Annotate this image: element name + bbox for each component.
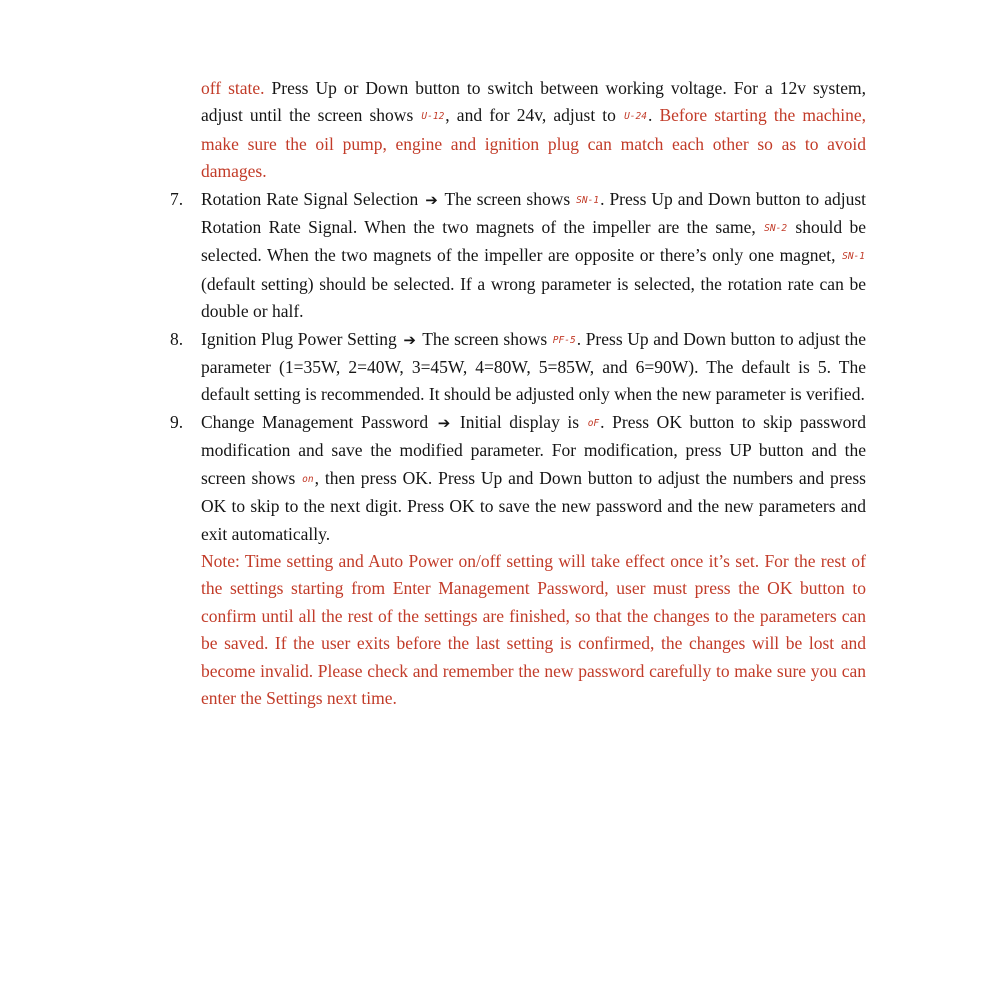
paragraph-voltage-setting — [201, 75, 866, 186]
item-text-change-password — [201, 409, 866, 548]
lcd-display-glyph: SN-1 — [842, 251, 865, 263]
red-text-segment: Before starting the machine, make sure the oil pump, engine and ignition plug can match each other so as to avoid damages. — [201, 105, 867, 182]
arrow-right-icon: ➔ — [403, 330, 416, 349]
arrow-right-icon: ➔ — [437, 413, 451, 432]
item-number: 9. — [170, 411, 184, 432]
lcd-display-glyph: SN-1 — [576, 194, 600, 206]
arrow-right-icon: ➔ — [425, 190, 438, 209]
list-item-9 — [170, 409, 866, 548]
text-segment: Change Management Password — [201, 411, 436, 432]
lcd-display-glyph: U-12 — [421, 111, 445, 123]
note-paragraph — [201, 548, 866, 712]
red-text-segment: off state. — [201, 78, 265, 98]
lcd-display-glyph: on — [302, 473, 314, 485]
red-text-segment: Note: Time setting and Auto Power on/off setting will take effect once it’s set. For the rest of the settings starting from Enter Management Password, user must press the OK button to confirm until all the rest of the settings are finished, so that the changes to the parameters can be saved. If the user exits before the last setting is confirmed, the changes will be lost and become invalid. Please check and remember the new password carefully to make sure you can enter the Settings next time. — [201, 550, 866, 708]
lcd-display-glyph: oF — [587, 417, 600, 429]
text-segment: , then press OK. Press Up and Down button to adjust the numbers and press OK to skip to the next digit. Press OK to save the new password and the new parameters and exit automatically. — [201, 467, 866, 544]
text-segment: , and for 24v, adjust to — [445, 105, 624, 126]
item-number: 8. — [170, 328, 184, 349]
text-segment: Initial display is — [452, 411, 587, 432]
lcd-display-glyph: U-24 — [624, 111, 647, 123]
text-segment: . Press OK button to skip password modification and save the modified parameter. For modification, press UP button and the screen shows — [201, 411, 866, 488]
text-segment: . Press Up and Down button to adjust the parameter (1=35W, 2=40W, 3=45W, 4=80W, 5=85W, and 6=90W). The default is 5. The default setting is recommended. It should be adjusted only when the new parameter is verified. — [201, 328, 867, 405]
manual-content — [170, 75, 866, 712]
text-segment: Press Up or Down button to switch between working voltage. For a 12v system, adjust until the screen shows — [201, 78, 866, 126]
text-segment: . — [647, 105, 660, 126]
text-segment: should be selected. When the two magnets of the impeller are opposite or there’s only one magnet, — [201, 217, 866, 266]
lcd-display-glyph: PF-5 — [552, 334, 576, 346]
text-segment: (default setting) should be selected. If a wrong parameter is selected, the rotation rate can be double or half. — [201, 273, 866, 322]
lcd-display-glyph: SN-2 — [764, 223, 788, 235]
item-text-ignition-power — [201, 326, 866, 409]
text-segment: The screen shows — [417, 328, 552, 349]
item-text-rotation-rate — [201, 186, 866, 326]
text-segment: . Press Up and Down button to adjust Rotation Rate Signal. When the two magnets of the impeller are the same, — [201, 188, 866, 238]
item-number: 7. — [170, 188, 184, 209]
list-item-8 — [170, 326, 866, 409]
text-segment: Rotation Rate Signal Selection — [201, 188, 424, 209]
list-item-7 — [170, 186, 866, 326]
text-segment: Ignition Plug Power Setting — [201, 328, 402, 349]
text-segment: The screen shows — [439, 188, 576, 209]
